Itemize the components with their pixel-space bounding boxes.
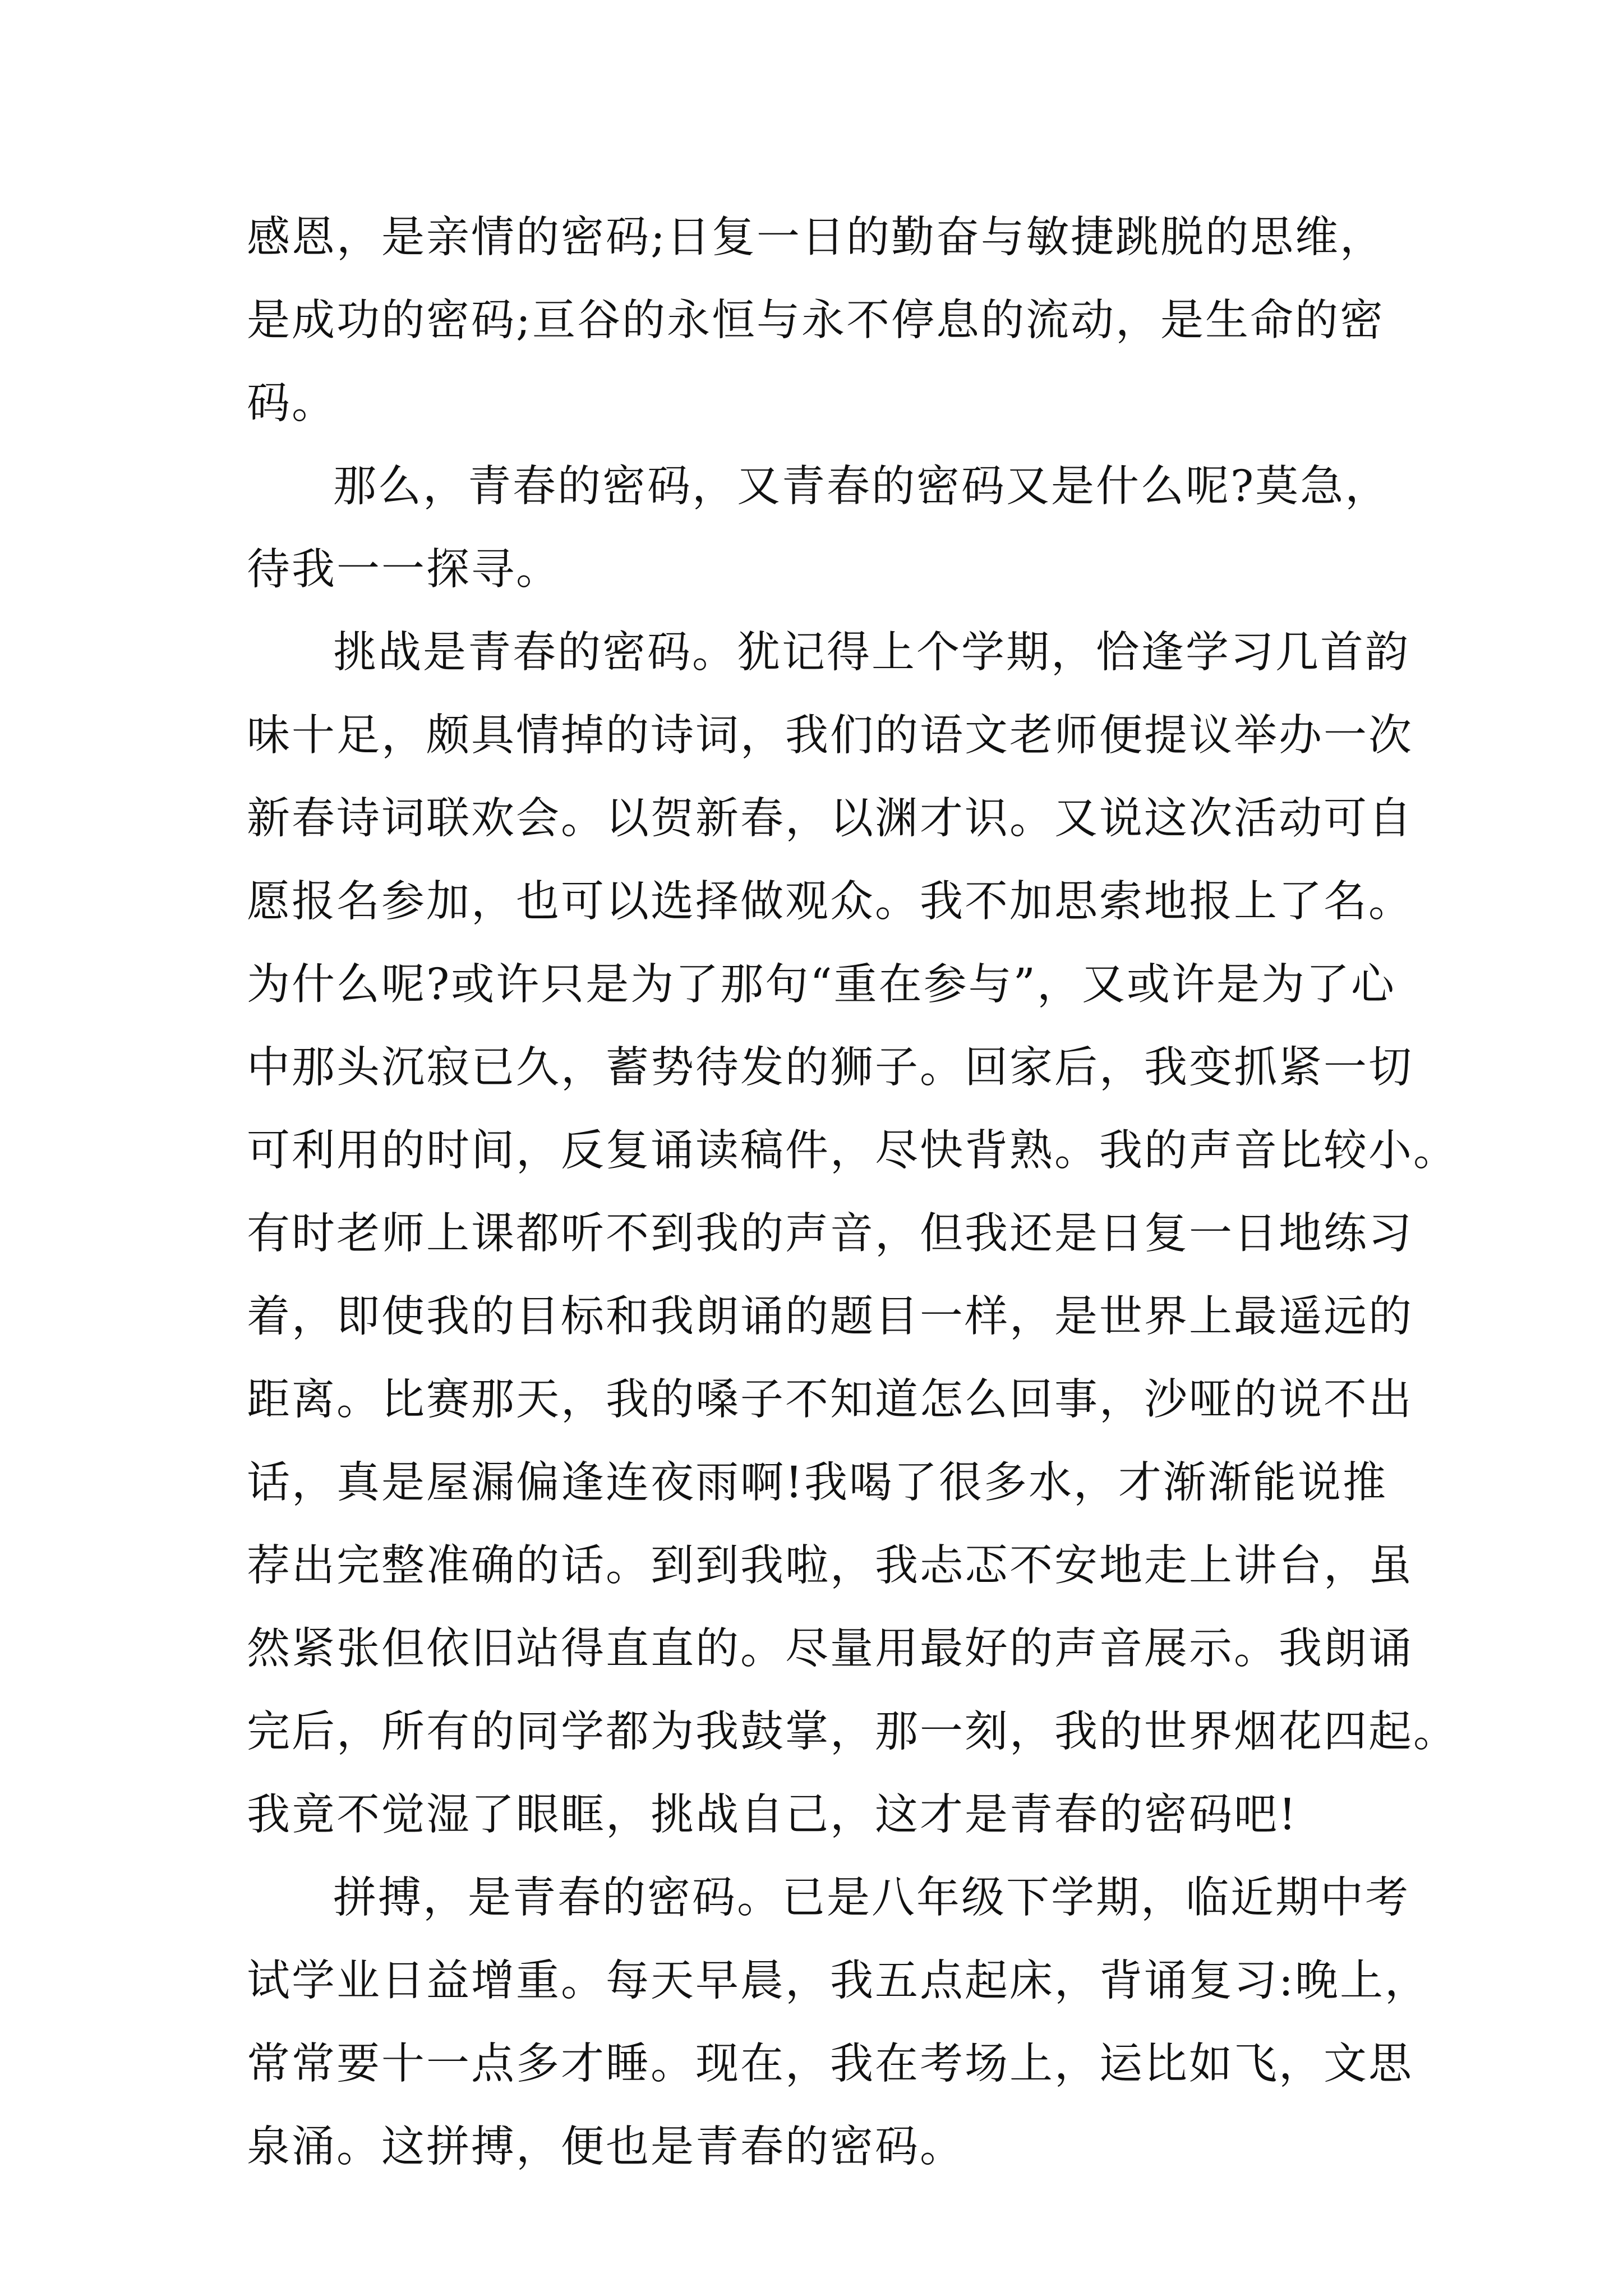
- text-line: 完后，所有的同学都为我鼓掌，那一刻，我的世界烟花四起。: [247, 1707, 1458, 1757]
- text-line: 待我一一探寻。: [247, 545, 561, 595]
- text-line: 味十足，颇具情掉的诗词，我们的语文老师便提议举办一次: [247, 711, 1413, 761]
- text-line: 挑战是青春的密码。犹记得上个学期，恰逢学习几首韵: [333, 628, 1410, 678]
- paragraph-3: [247, 611, 1458, 1857]
- text-line: 可利用的时间，反复诵读稿件，尽快背熟。我的声音比较小。: [247, 1126, 1458, 1176]
- text-line: 愿报名参加，也可以选择做观众。我不加思索地报上了名。: [247, 877, 1413, 927]
- paragraph-4: [247, 1857, 1430, 2189]
- paragraph-2: [247, 445, 1402, 611]
- text-line: 拼搏，是青春的密码。已是八年级下学期，临近期中考: [333, 1873, 1410, 1923]
- text-line: 话，真是屋漏偏逢连夜雨啊!我喝了很多水，才渐渐能说推: [247, 1458, 1387, 1508]
- text-line: 我竟不觉湿了眼眶，挑战自己，这才是青春的密码吧!: [247, 1790, 1298, 1840]
- text-line: 感恩，是亲情的密码;日复一日的勤奋与敏捷跳脱的思维，: [247, 213, 1385, 263]
- text-line: 码。: [247, 379, 336, 429]
- text-line: 那么，青春的密码，又青春的密码又是什么呢?莫急，: [333, 462, 1390, 512]
- text-line: 荐出完整准确的话。到到我啦，我忐忑不安地走上讲台，虽: [247, 1541, 1413, 1591]
- text-line: 距离。比赛那天，我的嗓子不知道怎么回事，沙哑的说不出: [247, 1375, 1413, 1425]
- text-line: 常常要十一点多才睡。现在，我在考场上，运比如飞，文思: [247, 2039, 1413, 2089]
- text-line: 中那头沉寂已久，蓄势待发的狮子。回家后，我变抓紧一切: [247, 1043, 1413, 1093]
- text-line: 新春诗词联欢会。以贺新春，以渊才识。又说这次活动可自: [247, 794, 1413, 844]
- text-line: 是成功的密码;亘谷的永恒与永不停息的流动，是生命的密: [247, 296, 1385, 346]
- text-line: 有时老师上课都听不到我的声音，但我还是日复一日地练习: [247, 1209, 1413, 1259]
- text-line: 为什么呢?或许只是为了那句“重在参与”，又或许是为了心: [247, 960, 1396, 1010]
- essay-body: [247, 196, 1458, 2189]
- text-line: 着，即使我的目标和我朗诵的题目一样，是世界上最遥远的: [247, 1292, 1413, 1342]
- text-line: 泉涌。这拼搏，便也是青春的密码。: [247, 2122, 965, 2172]
- paragraph-1: [247, 196, 1402, 445]
- text-line: 然紧张但依旧站得直直的。尽量用最好的声音展示。我朗诵: [247, 1624, 1413, 1674]
- text-line: 试学业日益增重。每天早晨，我五点起床，背诵复习:晚上，: [247, 1956, 1430, 2006]
